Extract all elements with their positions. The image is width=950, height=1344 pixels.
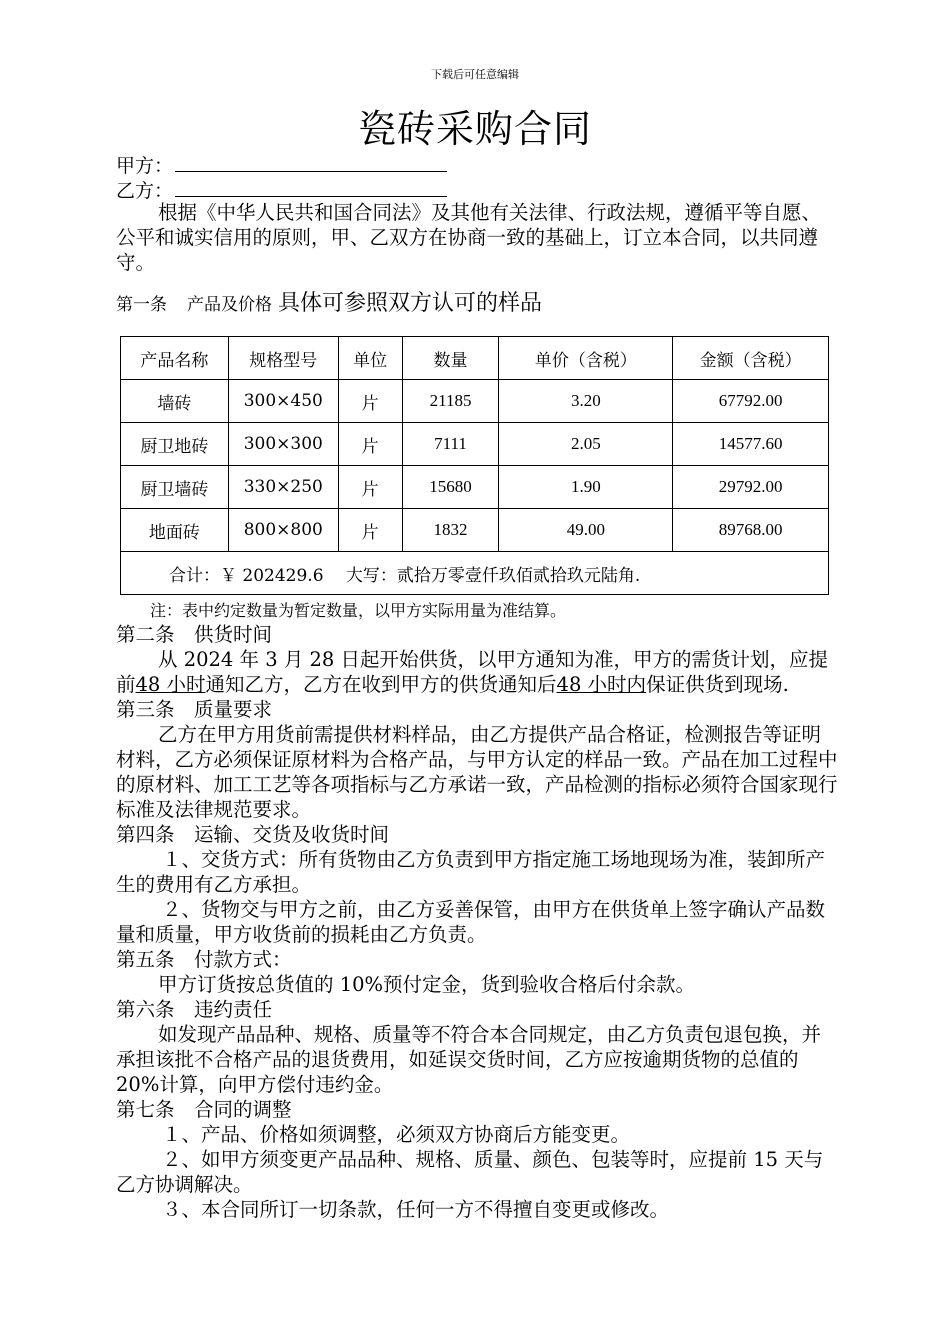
cell-product: 墙砖 [121, 380, 229, 423]
header-note: 下载后可任意编辑 [431, 68, 519, 81]
cell-product: 厨卫地砖 [121, 423, 229, 466]
col-header: 规格型号 [228, 337, 338, 380]
cell-unit: 片 [338, 509, 402, 552]
cell-amount: 29792.00 [673, 466, 829, 509]
cell-amount: 89768.00 [673, 509, 829, 552]
col-header: 单价（含税） [499, 337, 673, 380]
article-4-heading: 第四条 运输、交货及收货时间 [116, 823, 390, 846]
cell-amount: 14577.60 [673, 423, 829, 466]
party-a [116, 151, 447, 178]
cell-spec: 300×300 [228, 423, 338, 466]
article-1-heading [116, 286, 542, 317]
cell-price: 49.00 [499, 509, 673, 552]
cell-amount: 67792.00 [673, 380, 829, 423]
cell-qty: 15680 [402, 466, 499, 509]
party-a-label: 甲方： [116, 155, 174, 177]
article-1-label: 第一条 [116, 295, 167, 315]
table-row [121, 466, 829, 509]
cell-qty: 21185 [402, 380, 499, 423]
article-2-notice-time: 48 小时 [135, 673, 206, 696]
preamble: 根据《中华人民共和国合同法》及其他有关法律、行政法规，遵循平等自愿、公平和诚实信用的原则，甲、乙双方在协商一致的基础上，订立本合同，以共同遵守。 [116, 201, 822, 274]
table-row [121, 509, 829, 552]
cell-spec: 330×250 [228, 466, 338, 509]
table-note: 注：表中约定数量为暂定数量，以甲方实际用量为准结算。 [150, 601, 567, 620]
cell-spec: 300×450 [228, 380, 338, 423]
cell-unit: 片 [338, 380, 402, 423]
article-2-text-a: 从 2024 年 3 月 28 日起开始供货，以甲方通知为准，甲方的需货计划，应提前 [116, 648, 829, 696]
party-b-blank [175, 178, 447, 197]
party-b [116, 176, 447, 203]
article-4-item-2: ２、货物交与甲方之前，由乙方妥善保管，由甲方在供货单上签字确认产品数量和质量，甲方收货前的损耗由乙方负责。 [116, 898, 826, 946]
article-2-text-c: 保证供货到现场. [646, 673, 789, 696]
cell-unit: 片 [338, 466, 402, 509]
table-row [121, 423, 829, 466]
col-header: 金额（含税） [673, 337, 829, 380]
cell-qty: 1832 [402, 509, 499, 552]
col-header: 单位 [338, 337, 402, 380]
col-header: 产品名称 [121, 337, 229, 380]
article-1-title: 产品及价格 [187, 295, 272, 315]
article-6-heading: 第六条 违约责任 [116, 998, 273, 1021]
contract-sections [116, 622, 838, 1222]
article-2-text-b: 通知乙方，乙方在收到甲方的供货通知后 [205, 673, 557, 696]
table-header-row [121, 337, 829, 380]
cell-price: 3.20 [499, 380, 673, 423]
cell-price: 1.90 [499, 466, 673, 509]
article-7-heading: 第七条 合同的调整 [116, 1098, 292, 1121]
article-7-item-3: ３、本合同所订一切条款，任何一方不得擅自变更或修改。 [162, 1198, 670, 1221]
cell-qty: 7111 [402, 423, 499, 466]
party-a-blank [175, 153, 447, 172]
article-5-heading: 第五条 付款方式： [116, 948, 292, 971]
product-price-table [120, 336, 829, 595]
article-6-text: 如发现产品品种、规格、质量等不符合本合同规定，由乙方负责包退包换，并承担该批不合格产品的退货费用，如延误交货时间，乙方应按逾期货物的总值的 20%计算，向甲方偿付违约金。 [116, 1023, 822, 1096]
article-7-item-2: ２、如甲方须变更产品品种、规格、质量、颜色、包装等时，应提前 15 天与乙方协调解决。 [116, 1148, 824, 1196]
article-5-text: 甲方订货按总货值的 10%预付定金，货到验收合格后付余款。 [158, 973, 696, 996]
article-2-heading: 第二条 供货时间 [116, 623, 273, 646]
total-cell: 合计：￥ 202429.6 大写：贰拾万零壹仟玖佰贰拾玖元陆角. [121, 552, 829, 595]
article-2-text [116, 647, 838, 697]
cell-unit: 片 [338, 423, 402, 466]
article-4-item-1: １、交货方式：所有货物由乙方负责到甲方指定施工场地现场为准，装卸所产生的费用有乙方承担。 [116, 848, 826, 896]
table-total-row [121, 552, 829, 595]
cell-product: 厨卫墙砖 [121, 466, 229, 509]
cell-product: 地面砖 [121, 509, 229, 552]
cell-spec: 800×800 [228, 509, 338, 552]
article-1-desc: 具体可参照双方认可的样品 [278, 291, 543, 316]
article-7-item-1: １、产品、价格如须调整，必须双方协商后方能变更。 [162, 1123, 631, 1146]
article-3-heading: 第三条 质量要求 [116, 698, 273, 721]
article-2-delivery-time: 48 小时内 [556, 673, 647, 696]
table-row [121, 380, 829, 423]
contract-title: 瓷砖采购合同 [357, 107, 592, 151]
cell-price: 2.05 [499, 423, 673, 466]
col-header: 数量 [402, 337, 499, 380]
party-b-label: 乙方： [116, 180, 174, 202]
article-3-text: 乙方在甲方用货前需提供材料样品，由乙方提供产品合格证，检测报告等证明材料，乙方必须保证原材料为合格产品，与甲方认定的样品一致。产品在加工过程中的原材料、加工工艺等各项指标与乙方承诺一致，产品检测的指标必须符合国家现行标准及法律规范要求。 [116, 723, 838, 821]
